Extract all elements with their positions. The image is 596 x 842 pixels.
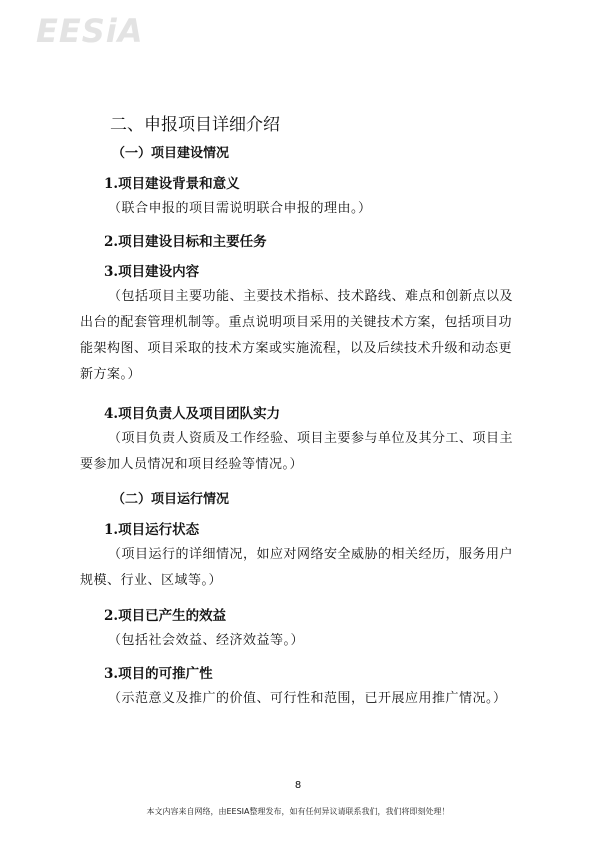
item-1-4-text: （项目负责人资质及工作经验、项目主要参与单位及其分工、项目主要参加人员情况和项目经验等情况。） — [80, 431, 514, 472]
eesia-logo: EESiA — [36, 12, 144, 50]
item-1-3-text: （包括项目主要功能、主要技术指标、技术路线、难点和创新点以及出台的配套管理机制等。重点说明项目采用的关键技术方案，包括项目功能架构图、项目采取的技术方案或实施流程，以及后续技术升级和动态更新方案。） — [80, 289, 514, 382]
item-1-3-title: 3.项目建设内容 — [104, 264, 200, 280]
section-title: 二、申报项目详细介绍 — [110, 115, 280, 135]
item-2-1-title: 1.项目运行状态 — [104, 522, 200, 538]
subsection-1-title: （一）项目建设情况 — [112, 146, 230, 161]
page-number: 8 — [294, 780, 302, 791]
item-1-1-text: （联合申报的项目需说明联合申报的理由。） — [108, 201, 372, 216]
item-2-2-text: （包括社会效益、经济效益等。） — [108, 633, 305, 648]
item-1-4-title: 4.项目负责人及项目团队实力 — [104, 406, 281, 422]
subsection-2-title: （二）项目运行情况 — [112, 492, 230, 507]
item-2-2-title: 2.项目已产生的效益 — [104, 608, 227, 624]
item-1-2-title: 2.项目建设目标和主要任务 — [104, 234, 267, 250]
item-2-3-title: 3.项目的可推广性 — [104, 666, 213, 682]
item-2-1-text: （项目运行的详细情况，如应对网络安全威胁的相关经历，服务用户规模、行业、区域等。） — [80, 547, 514, 588]
footer-disclaimer: 本文内容来自网络，由EESIA整理发布，如有任何异议请联系我们，我们将即刻处理！ — [146, 807, 450, 816]
item-2-3-text: （示范意义及推广的价值、可行性和范围，已开展应用推广情况。） — [108, 691, 507, 706]
item-1-1-title: 1.项目建设背景和意义 — [104, 176, 240, 192]
